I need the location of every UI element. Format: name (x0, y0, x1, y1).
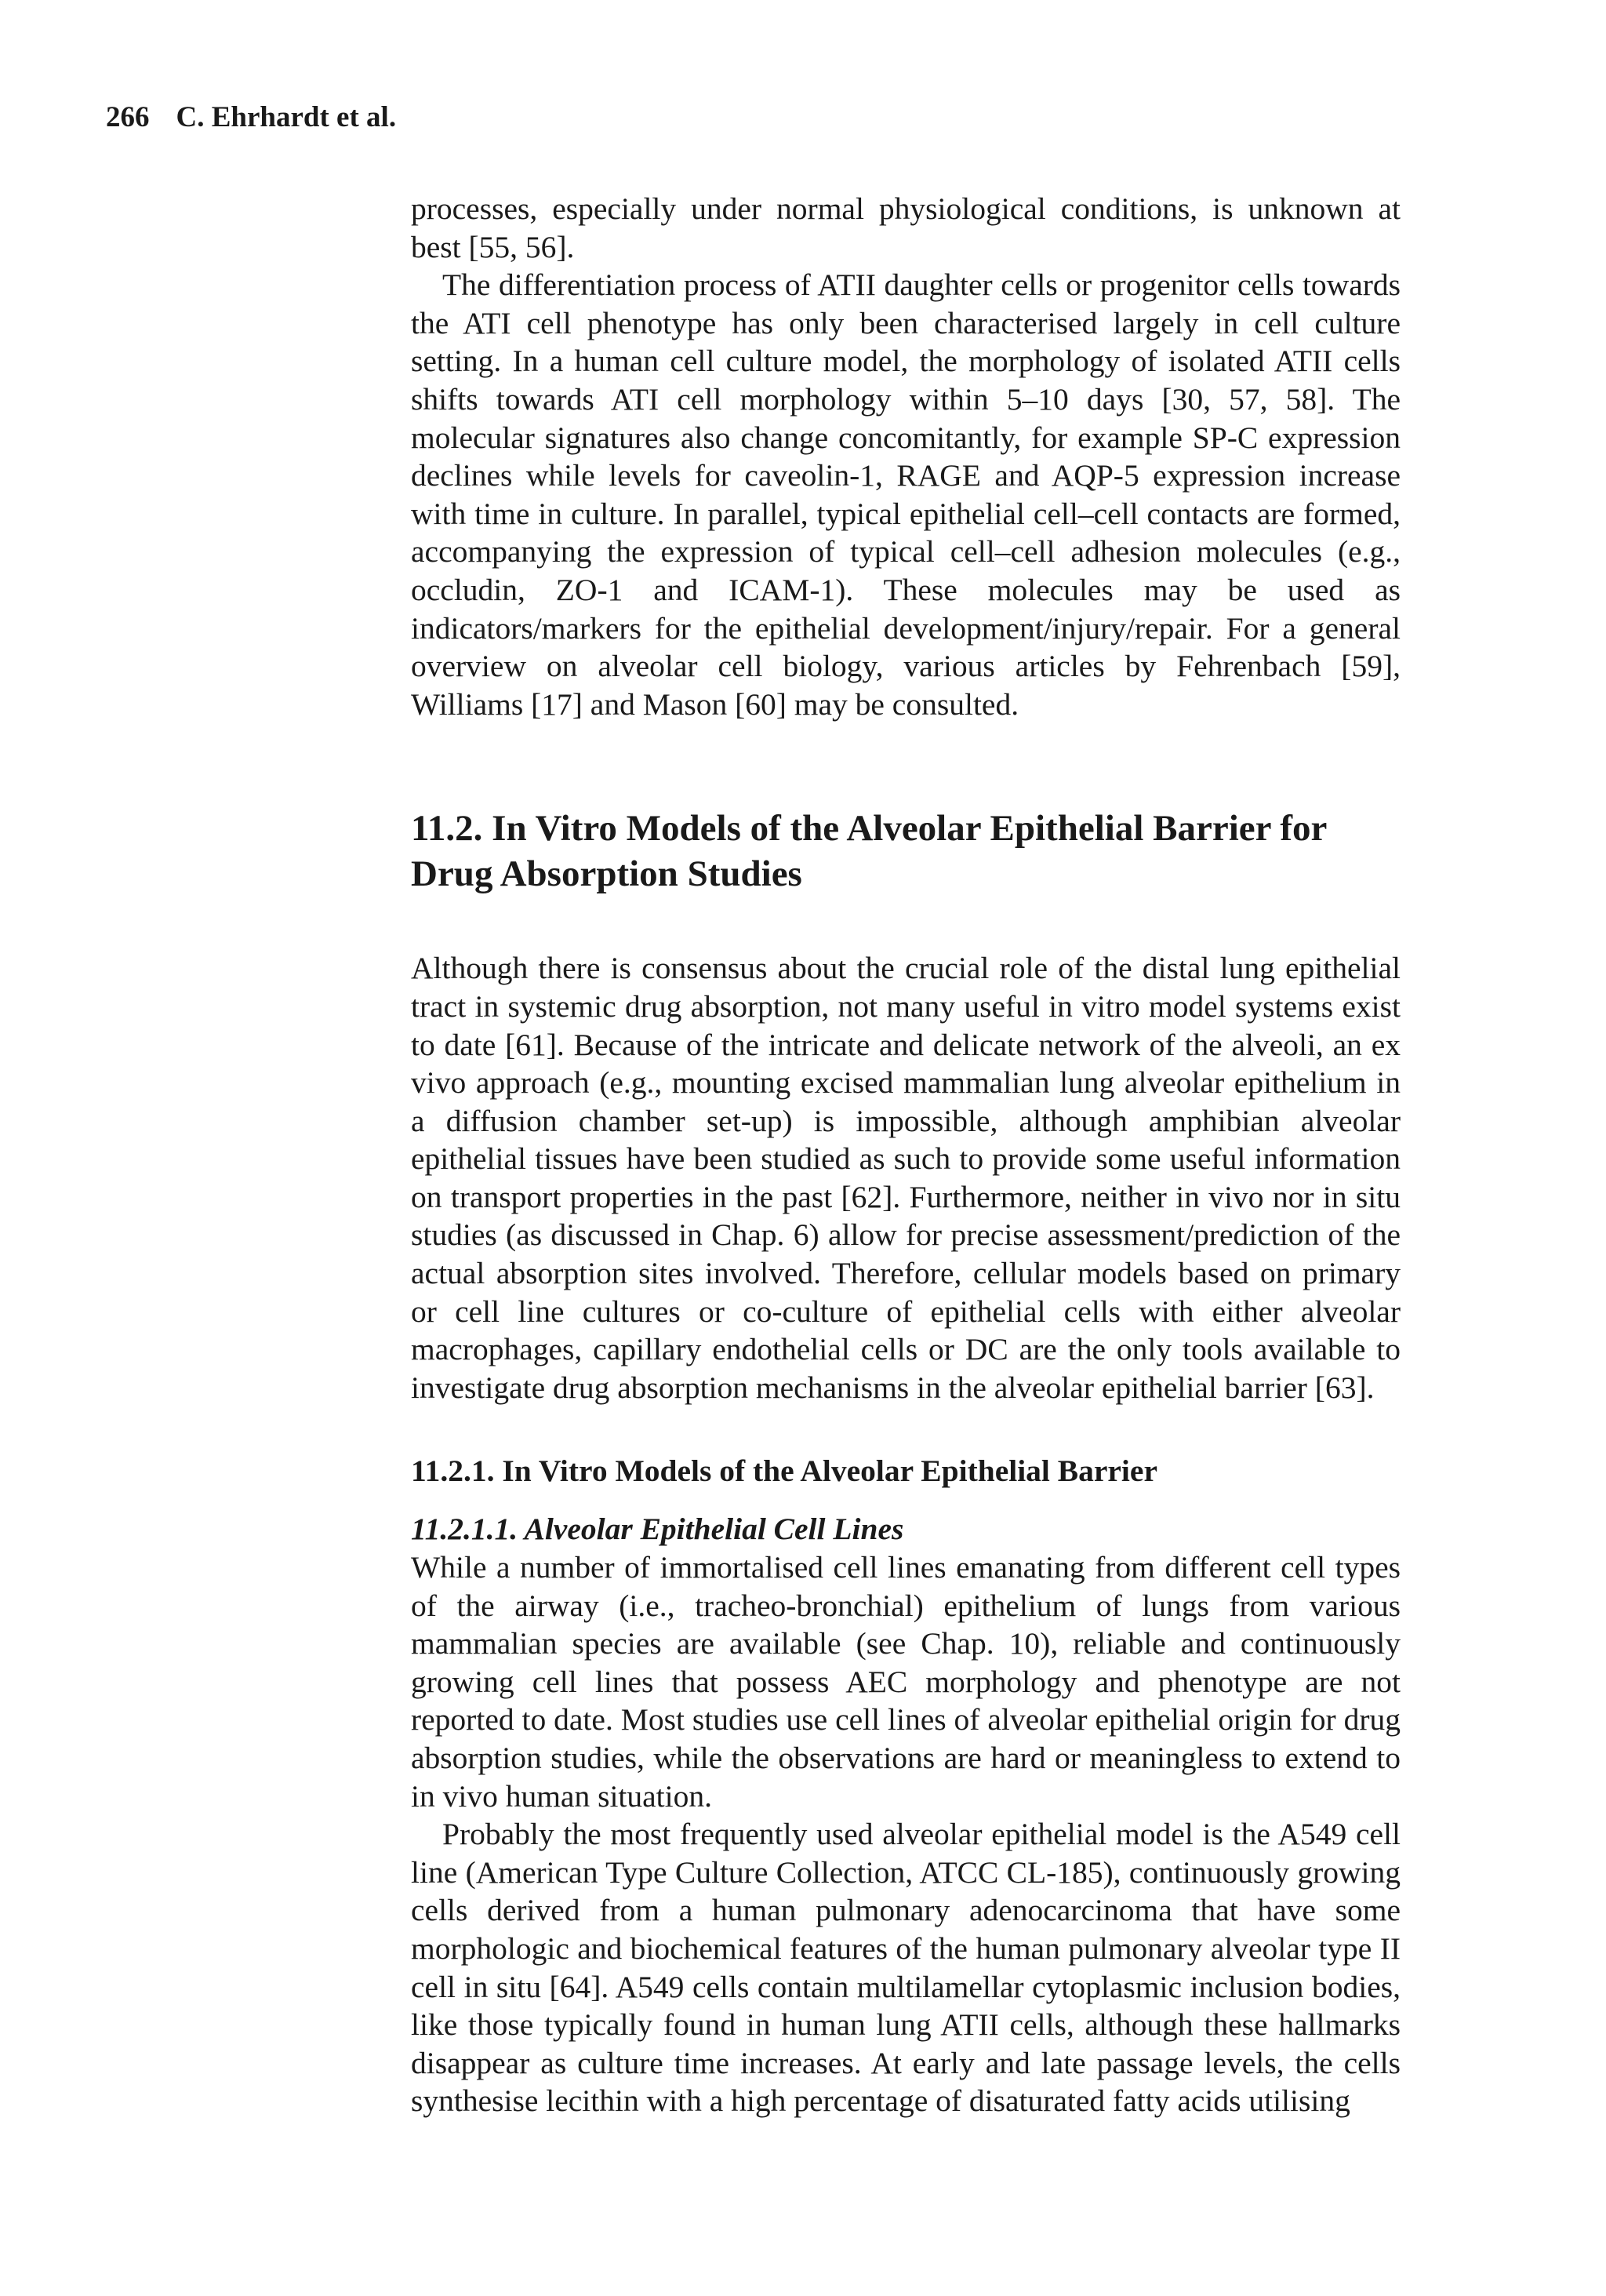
paragraph-differentiation: The differentiation process of ATII daughter cells or progenitor cells towards the ATI cell phenotype has only been characterised largely in cell culture setting. In a human cell culture model, the morphology of isolated ATII cells shifts towards ATI cell morphology within 5–10 days [30, 57, 58]. The molecular signatures also change concomitantly, for example SP-C expression declines while levels for caveolin-1, RAGE and AQP-5 expression increase with time in culture. In parallel, typical epithelial cell–cell contacts are formed, accompanying the expression of typical cell–cell adhesion molecules (e.g., occludin, ZO-1 and ICAM-1). These molecules may be used as indicators/markers for the epithelial development/injury/repair. For a general overview on alveolar cell biology, various articles by Fehrenbach [59], Williams [17] and Mason [60] may be consulted. (411, 267, 1401, 722)
paragraph-continued: processes, especially under normal physiological conditions, is unknown at best [55, 56]. (411, 191, 1401, 264)
running-head (106, 100, 396, 135)
paragraph-consensus: Although there is consensus about the crucial role of the distal lung epithelial tract in systemic drug absorption, not many useful in vitro model systems exist to date [61]. Because of the intricate and delicate network of the alveoli, an ex vivo approach (e.g., mounting excised mammalian lung alveolar epithelium in a diffusion chamber set-up) is impossible, although amphibian alveolar epithelial tissues have been studied as such to provide some useful information on transport properties in the past [62]. Furthermore, neither in vivo nor in situ studies (as discussed in Chap. 6) allow for precise assessment/prediction of the actual absorption sites involved. Therefore, cellular models based on primary or cell line cultures or co-culture of epithelial cells with either alveolar macrophages, capillary endothelial cells or DC are the only tools available to investigate drug absorption mechanisms in the alveolar epithelial barrier [63]. (411, 951, 1401, 1405)
subsection-heading: 11.2.1. In Vitro Models of the Alveolar Epithelial Barrier (411, 1454, 1157, 1489)
running-head-authors: C. Ehrhardt et al. (176, 101, 397, 133)
paragraph-cell-lines: While a number of immortalised cell lines emanating from different cell types of the airway (i.e., tracheo-bronchial) epithelium of lungs from various mammalian species are available (see Chap. 10), reliable and continuously growing cell lines that possess AEC morphology and phenotype are not reported to date. Most studies use cell lines of alveolar epithelial origin for drug absorption studies, while the observations are hard or meaningless to extend to in vivo human situation. (411, 1550, 1401, 1814)
text-column (411, 190, 1401, 2120)
subsubsection-heading: 11.2.1.1. Alveolar Epithelial Cell Lines (411, 1512, 904, 1547)
paragraph-a549: Probably the most frequently used alveolar epithelial model is the A549 cell line (American Type Culture Collection, ATCC CL-185), continuously growing cells derived from a human pulmonary adenocarcinoma that have some morphologic and biochemical features of the human pulmonary alveolar type II cell in situ [64]. A549 cells contain multilamellar cytoplasmic inclusion bodies, like those typically found in human lung ATII cells, although these hallmarks disappear as culture time increases. At early and late passage levels, the cells synthesise lecithin with a high percentage of disaturated fatty acids utilising (411, 1817, 1401, 2119)
section-heading: 11.2. In Vitro Models of the Alveolar Epithelial Barrier for Drug Absorption Studies (411, 808, 1327, 895)
page-number: 266 (106, 101, 150, 133)
